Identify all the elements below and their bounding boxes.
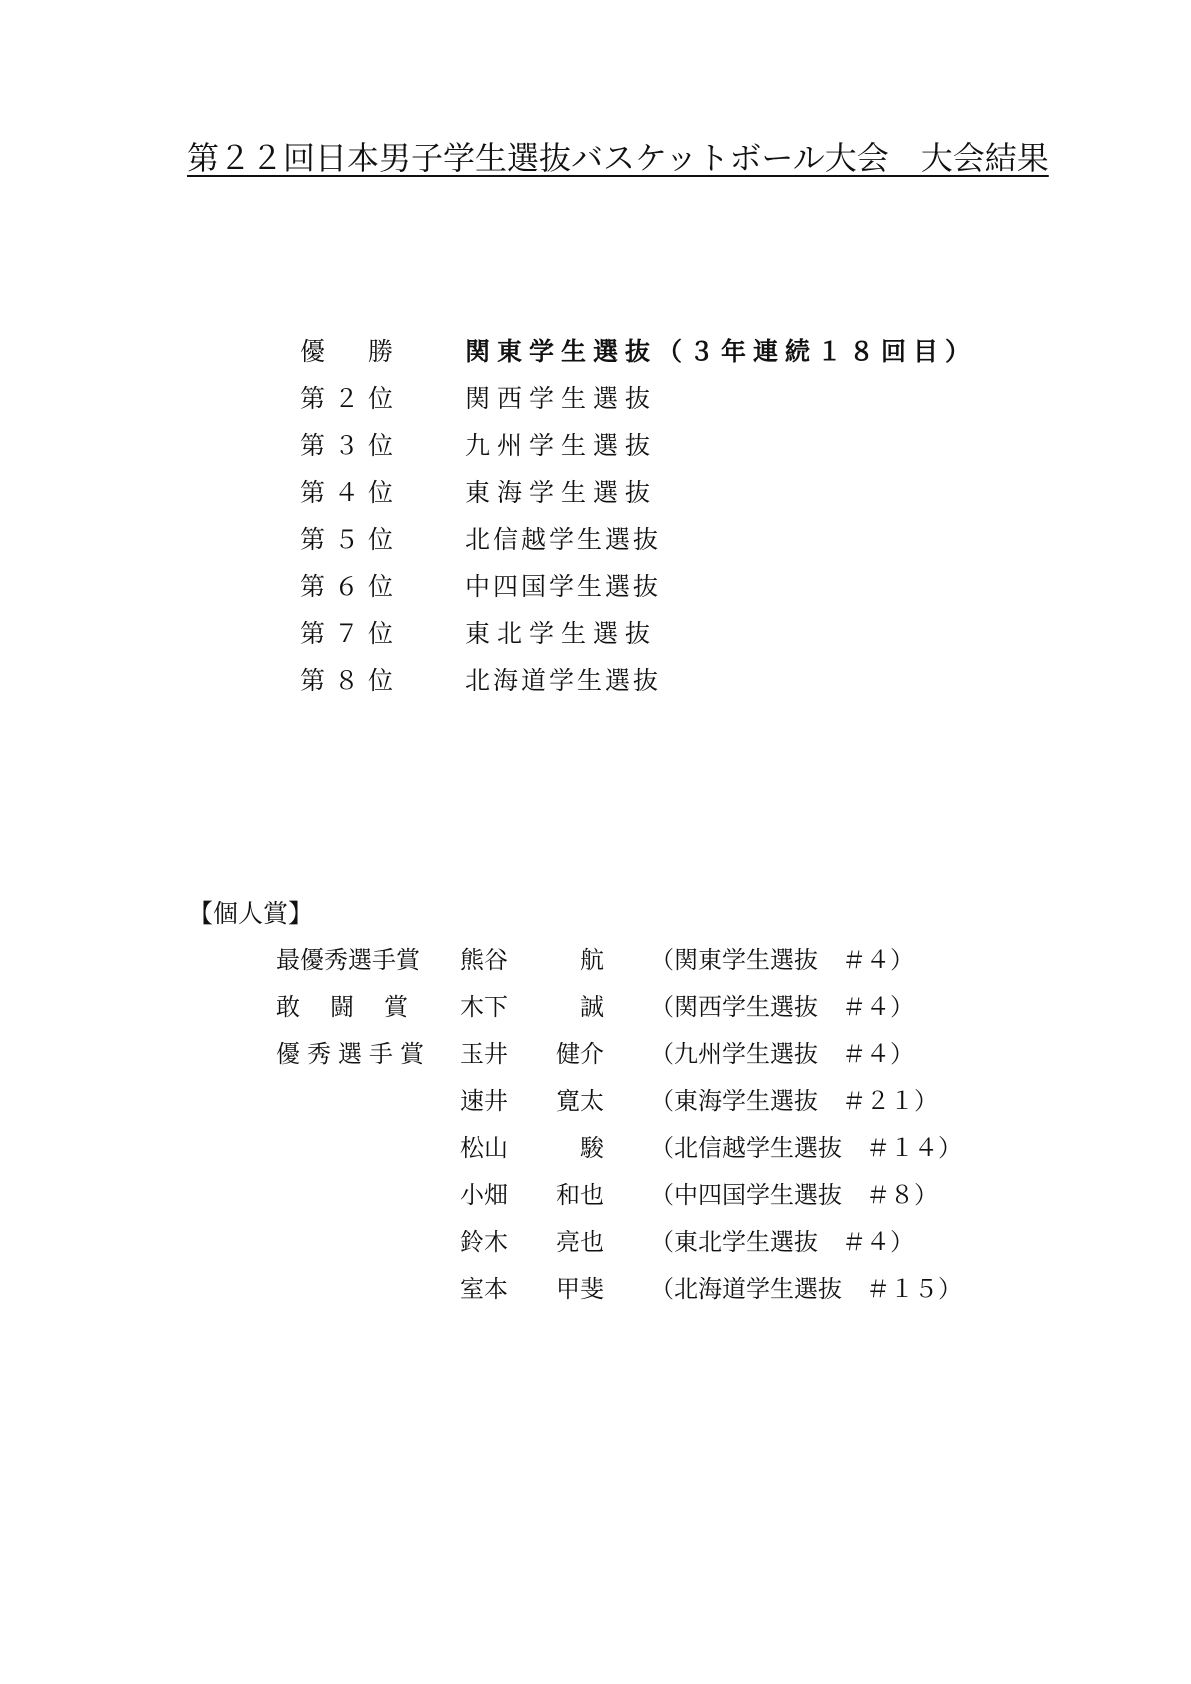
result-team: 東北学生選抜: [465, 619, 658, 648]
result-rank: 第８位: [300, 666, 403, 695]
player-team: （九州学生選抜 ＃４）: [650, 1040, 914, 1068]
player-given-name: 誠: [580, 993, 604, 1021]
player-given-name: 航: [580, 946, 604, 974]
result-rank: 第４位: [300, 478, 403, 507]
player-family-name: 玉井: [460, 1040, 508, 1068]
award-name: 優秀選手賞: [276, 1040, 431, 1068]
award-name: 最優秀選手賞: [276, 946, 420, 974]
player-family-name: 速井: [460, 1087, 508, 1115]
result-rank: 第５位: [300, 525, 403, 554]
result-team: 九州学生選抜: [465, 431, 658, 460]
player-family-name: 木下: [460, 993, 508, 1021]
result-team: 東海学生選抜: [465, 478, 658, 507]
player-family-name: 松山: [460, 1134, 508, 1162]
player-given-name: 亮也: [556, 1228, 604, 1256]
result-team: 関西学生選抜: [465, 384, 658, 413]
result-team: 中四国学生選抜: [465, 572, 662, 601]
player-team: （関西学生選抜 ＃４）: [650, 993, 914, 1021]
result-rank: 第６位: [300, 572, 403, 601]
result-team: 関東学生選抜（３年連続１８回目）: [465, 337, 978, 366]
player-team: （関東学生選抜 ＃４）: [650, 946, 914, 974]
result-rank: 優勝: [300, 337, 437, 366]
player-team: （東北学生選抜 ＃４）: [650, 1228, 914, 1256]
player-given-name: 健介: [556, 1040, 604, 1068]
player-team: （東海学生選抜 ＃２１）: [650, 1087, 938, 1115]
result-rank: 第２位: [300, 384, 403, 413]
player-family-name: 熊谷: [460, 946, 508, 974]
result-rank: 第３位: [300, 431, 403, 460]
award-name: 敢闘賞: [276, 993, 438, 1021]
result-rank: 第７位: [300, 619, 403, 648]
player-team: （北信越学生選抜 ＃１４）: [650, 1134, 962, 1162]
player-team: （北海道学生選抜 ＃１５）: [650, 1275, 962, 1303]
player-given-name: 寛太: [556, 1087, 604, 1115]
player-given-name: 和也: [556, 1181, 604, 1209]
result-team: 北信越学生選抜: [465, 525, 662, 554]
player-family-name: 鈴木: [460, 1228, 508, 1256]
document-title: 第２２回日本男子学生選抜バスケットボール大会 大会結果: [187, 139, 1049, 177]
player-given-name: 甲斐: [556, 1275, 604, 1303]
result-team: 北海道学生選抜: [465, 666, 662, 695]
player-family-name: 小畑: [460, 1181, 508, 1209]
player-team: （中四国学生選抜 ＃８）: [650, 1181, 938, 1209]
player-family-name: 室本: [460, 1275, 508, 1303]
awards-heading: 【個人賞】: [188, 899, 314, 928]
player-given-name: 駿: [580, 1134, 604, 1162]
